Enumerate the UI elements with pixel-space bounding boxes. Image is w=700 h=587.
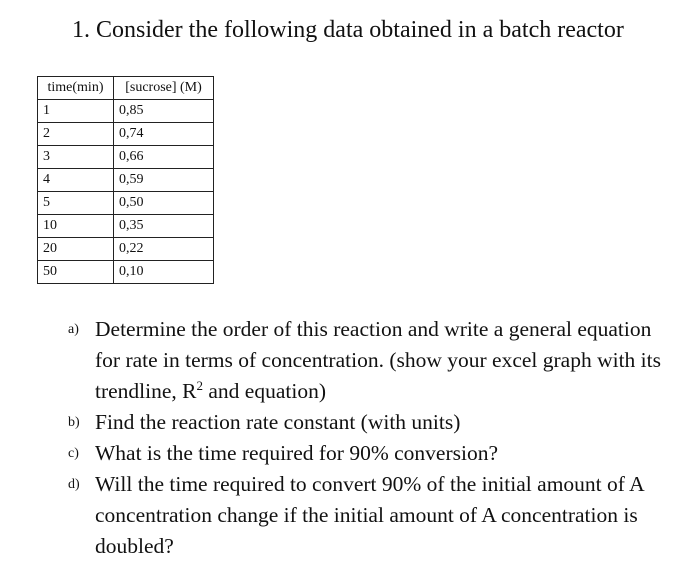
cell-sucrose: 0,10 — [114, 261, 214, 284]
question-b — [68, 407, 668, 438]
questions-list — [68, 314, 668, 562]
cell-time: 4 — [38, 169, 114, 192]
table-row — [38, 169, 214, 192]
cell-time: 50 — [38, 261, 114, 284]
question-label: a) — [68, 322, 79, 337]
cell-time: 5 — [38, 192, 114, 215]
superscript: 2 — [196, 377, 204, 393]
question-text: Will the time required to convert 90% of the initial amount of A concentration change if the initial amount of A concentration is doubled? — [95, 472, 644, 558]
table-row — [38, 192, 214, 215]
table-row — [38, 146, 214, 169]
table-row — [38, 215, 214, 238]
question-text-end: and equation) — [203, 379, 327, 403]
cell-time: 3 — [38, 146, 114, 169]
header-time: time(min) — [38, 77, 114, 100]
table-row — [38, 238, 214, 261]
cell-sucrose: 0,74 — [114, 123, 214, 146]
cell-time: 1 — [38, 100, 114, 123]
table-row — [38, 100, 214, 123]
table-row — [38, 261, 214, 284]
cell-time: 2 — [38, 123, 114, 146]
cell-sucrose: 0,59 — [114, 169, 214, 192]
data-table — [37, 76, 214, 284]
question-c — [68, 438, 668, 469]
table-row — [38, 123, 214, 146]
cell-sucrose: 0,50 — [114, 192, 214, 215]
question-label: c) — [68, 446, 79, 461]
header-sucrose: [sucrose] (M) — [114, 77, 214, 100]
cell-sucrose: 0,22 — [114, 238, 214, 261]
cell-time: 10 — [38, 215, 114, 238]
cell-sucrose: 0,66 — [114, 146, 214, 169]
cell-sucrose: 0,35 — [114, 215, 214, 238]
question-title: 1. Consider the following data obtained in a batch reactor — [72, 17, 624, 43]
question-d — [68, 469, 668, 562]
cell-sucrose: 0,85 — [114, 100, 214, 123]
cell-time: 20 — [38, 238, 114, 261]
question-text: Find the reaction rate constant (with units) — [95, 410, 461, 434]
question-text: Determine the order of this reaction and write a general equation for rate in terms of concentration. (show your excel graph with its trendline, R — [95, 317, 661, 403]
question-label: d) — [68, 477, 80, 492]
table-header-row — [38, 77, 214, 100]
question-a — [68, 314, 668, 407]
question-text: What is the time required for 90% conversion? — [95, 441, 498, 465]
question-label: b) — [68, 415, 80, 430]
